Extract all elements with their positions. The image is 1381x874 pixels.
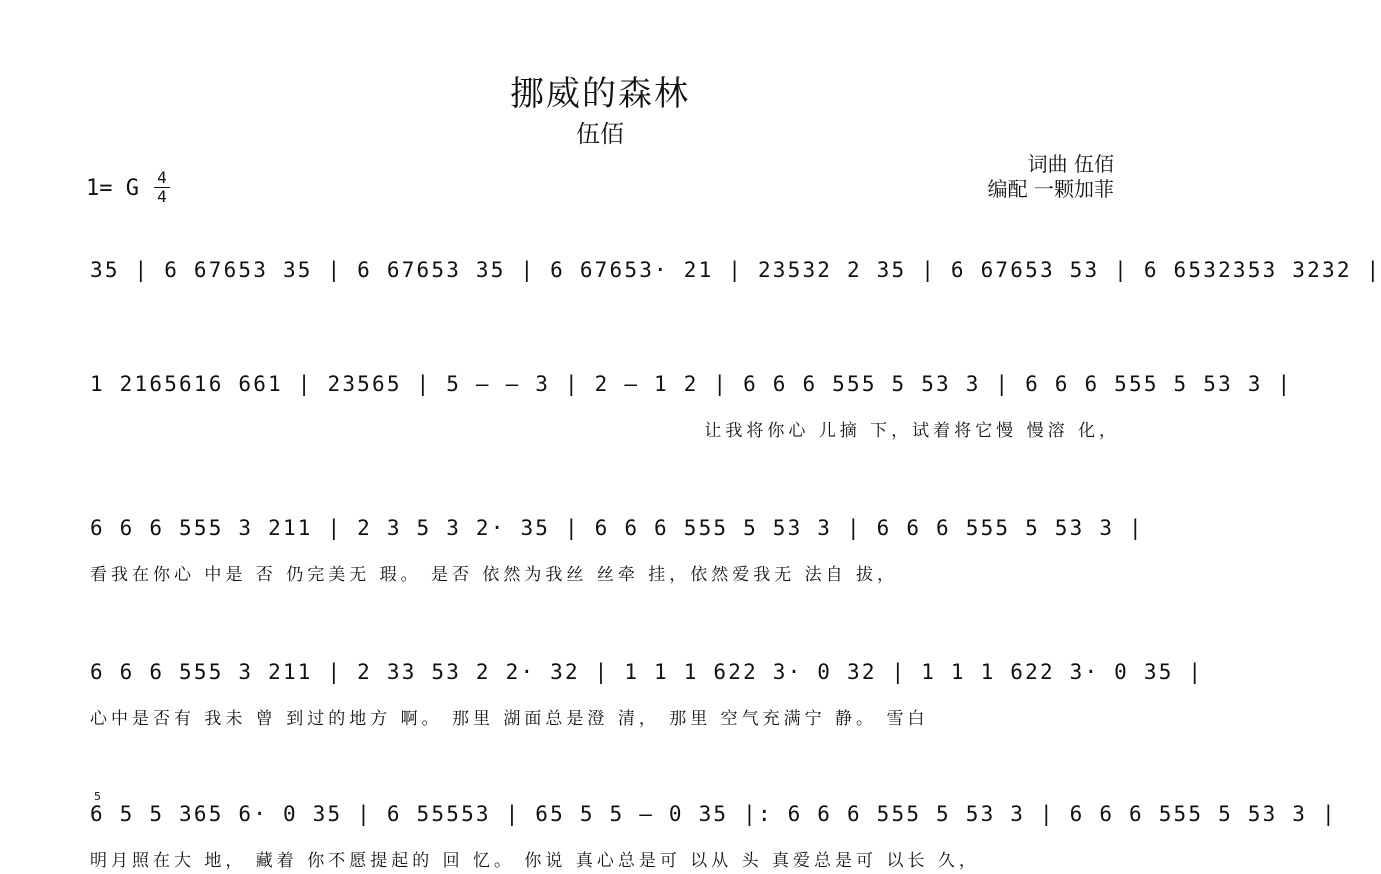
song-artist: 伍佰: [576, 120, 624, 148]
notes-line-5: 6 5 5 365 6· 0 35 | 6 55553 | 65 5 5 — 0 35 |: 6 6 6 555 5 53 3 | 6 6 6 555 5 53 3 |: [90, 802, 1337, 826]
lyrics-line-2: 让我将你心 儿摘 下，试着将它慢 慢溶 化，: [704, 421, 1120, 441]
score-line-2: [90, 372, 1293, 442]
notes-line-1: 35 | 6 67653 35 | 6 67653 35 | 6 67653· 21 | 23532 2 35 | 6 67653 53 | 6 6532353 3232 |: [90, 258, 1381, 282]
score-line-1: [90, 258, 1381, 328]
score-line-5: [90, 802, 1337, 872]
notes-line-2: 1 2165616 661 | 23565 | 5 — — 3 | 2 — 1 2 | 6 6 6 555 5 53 3 | 6 6 6 555 5 53 3 |: [90, 372, 1293, 396]
lyrics-line-1: [90, 302, 1120, 330]
credits: [988, 152, 1114, 202]
time-signature-top: 4: [157, 168, 167, 187]
lyrics-line-3: 看我在你心 中是 否 仍完美无 瑕。 是否 依然为我丝 丝牵 挂，依然爱我无 法自 拔，: [90, 565, 899, 585]
lyrics-line-4: 心中是否有 我未 曾 到过的地方 啊。 那里 湖面总是澄 清， 那里 空气充满宁 静。 雪白: [90, 709, 929, 729]
key-signature: 1= G: [86, 176, 139, 201]
composer-credit: 词曲 伍佰: [1027, 152, 1114, 176]
time-signature-bottom: 4: [157, 187, 167, 206]
notes-line-3: 6 6 6 555 3 211 | 2 3 5 3 2· 35 | 6 6 6 555 5 53 3 | 6 6 6 555 5 53 3 |: [90, 516, 1144, 540]
time-signature: [152, 170, 172, 205]
measure-number: 5: [94, 790, 101, 803]
arranger-credit: 编配 一颗加菲: [987, 177, 1114, 201]
song-title: 挪威的森林: [510, 74, 690, 114]
score-line-3: [90, 516, 1144, 586]
score-line-4: [90, 660, 1204, 730]
lyrics-line-5: 明月照在大 地， 藏着 你不愿提起的 回 忆。 你说 真心总是可 以从 头 真爱总是可 以长 久，: [90, 851, 980, 871]
notes-line-4: 6 6 6 555 3 211 | 2 33 53 2 2· 32 | 1 1 1 622 3· 0 32 | 1 1 1 622 3· 0 35 |: [90, 660, 1204, 684]
